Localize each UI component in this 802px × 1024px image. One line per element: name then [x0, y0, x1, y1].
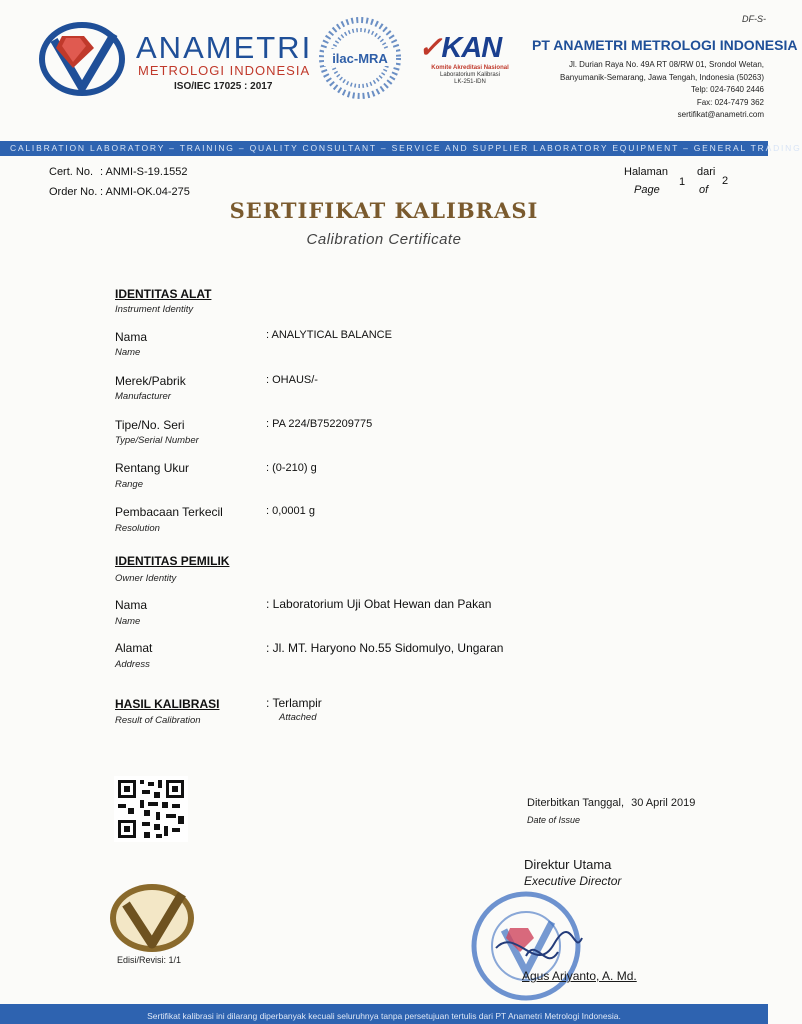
footer-text: Sertifikat kalibrasi ini dilarang diperbanyak kecuali seluruhnya tanpa persetujuan tertulis dari PT Anametri Metrologi Indonesia. [147, 1011, 621, 1021]
kan-logo [418, 30, 522, 86]
kan-subtitle-3: LK-251-IDN [454, 79, 486, 85]
edition-revision: Edisi/Revisi: 1/1 [117, 955, 182, 965]
owner-heading: IDENTITAS PEMILIK [115, 554, 230, 568]
manufacturer-value: : OHAUS/- [266, 374, 318, 386]
qr-code-icon [114, 776, 188, 842]
instrument-name-label-en: Name [115, 347, 141, 358]
brand-name: ANAMETRI [136, 30, 313, 65]
type-serial-value: : PA 224/B752209775 [266, 418, 373, 430]
brand-subtitle: METROLOGI INDONESIA [138, 63, 311, 78]
manufacturer-label: Merek/Pabrik [115, 374, 186, 388]
cert-no-label: Cert. No. [49, 166, 94, 178]
issue-label [527, 797, 695, 809]
kan-title: ✓KAN [418, 32, 502, 64]
instrument-heading-en: Instrument Identity [115, 304, 194, 315]
manufacturer-label-en: Manufacturer [115, 391, 171, 402]
resolution-label: Pembacaan Terkecil [115, 505, 223, 519]
range-value: : (0-210) g [266, 462, 317, 474]
instrument-name-value: : ANALYTICAL BALANCE [266, 329, 392, 341]
anametri-gold-seal-icon [106, 876, 198, 956]
result-value: : Terlampir [266, 696, 322, 710]
of-label: of [699, 184, 709, 196]
result-heading-en: Result of Calibration [115, 715, 201, 726]
result-heading: HASIL KALIBRASI [115, 697, 220, 711]
phone: Telp: 024-7640 2446 [691, 85, 764, 94]
document-code: DF-S- [742, 14, 766, 24]
halaman-label: Halaman [624, 166, 669, 178]
issue-date: 30 April 2019 [631, 797, 696, 809]
issue-label-en: Date of Issue [527, 815, 581, 825]
owner-heading-en: Owner Identity [115, 573, 177, 584]
certificate-title: SERTIFIKAT KALIBRASI [229, 198, 539, 223]
dari-label: dari [697, 166, 716, 178]
kan-subtitle-2: Laboratorium Kalibrasi [439, 72, 501, 78]
page-number: 1 [679, 176, 686, 188]
kan-subtitle-1: Komite Akreditasi Nasional [431, 65, 509, 71]
signer-name: Agus Ariyanto, A. Md. [522, 969, 637, 983]
resolution-value: : 0,0001 g [266, 505, 315, 517]
cert-no-value: : ANMI-S-19.1552 [100, 166, 188, 178]
instrument-name-label: Nama [115, 330, 148, 344]
fax: Fax: 024-7479 362 [696, 97, 764, 107]
services-band-text: CALIBRATION LABORATORY – TRAINING – QUALITY CONSULTANT – SERVICE AND SUPPLIER LABORATORY EQUIPMENT – GENERAL TRADING [10, 143, 802, 153]
order-no-value: : ANMI-OK.04-275 [100, 186, 190, 198]
owner-address-label-en: Address [115, 659, 150, 670]
page-label: Page [634, 184, 660, 196]
resolution-label-en: Resolution [115, 523, 160, 534]
result-value-en: Attached [279, 712, 317, 723]
order-no-label: Order No. [49, 186, 98, 198]
range-label-en: Range [115, 479, 143, 490]
certificate-subtitle: Calibration Certificate [306, 231, 462, 248]
owner-name-value: : Laboratorium Uji Obat Hewan dan Pakan [266, 597, 492, 611]
kan-check-icon: ✓ [418, 32, 442, 64]
owner-address-value: : Jl. MT. Haryono No.55 Sidomulyo, Ungaran [266, 641, 504, 655]
email: sertifikat@anametri.com [677, 110, 764, 119]
company-stamp-icon [466, 886, 586, 1002]
director-title: Direktur Utama [524, 857, 612, 872]
ilac-mra-logo-icon [318, 16, 402, 100]
total-pages: 2 [722, 175, 729, 187]
instrument-heading: IDENTITAS ALAT [115, 287, 212, 301]
company-address [560, 59, 764, 122]
owner-name-label: Nama [115, 598, 148, 612]
anametri-logo-icon [40, 22, 124, 96]
type-serial-label: Tipe/No. Seri [115, 418, 185, 432]
owner-name-label-en: Name [115, 616, 141, 627]
owner-address-label: Alamat [115, 641, 153, 655]
issue-date-label: Diterbitkan Tanggal, [527, 797, 625, 809]
ilac-label: ilac-MRA [332, 51, 388, 66]
iso-standard: ISO/IEC 17025 : 2017 [174, 81, 273, 92]
address-line-1: Jl. Durian Raya No. 49A RT 08/RW 01, Srondol Wetan, [568, 60, 764, 69]
address-line-2: Banyumanik-Semarang, Jawa Tengah, Indonesia (50263) [560, 72, 764, 82]
type-serial-label-en: Type/Serial Number [115, 435, 199, 446]
range-label: Rentang Ukur [115, 461, 190, 475]
company-name: PT ANAMETRI METROLOGI INDONESIA [532, 37, 798, 53]
director-title-en: Executive Director [524, 874, 622, 888]
